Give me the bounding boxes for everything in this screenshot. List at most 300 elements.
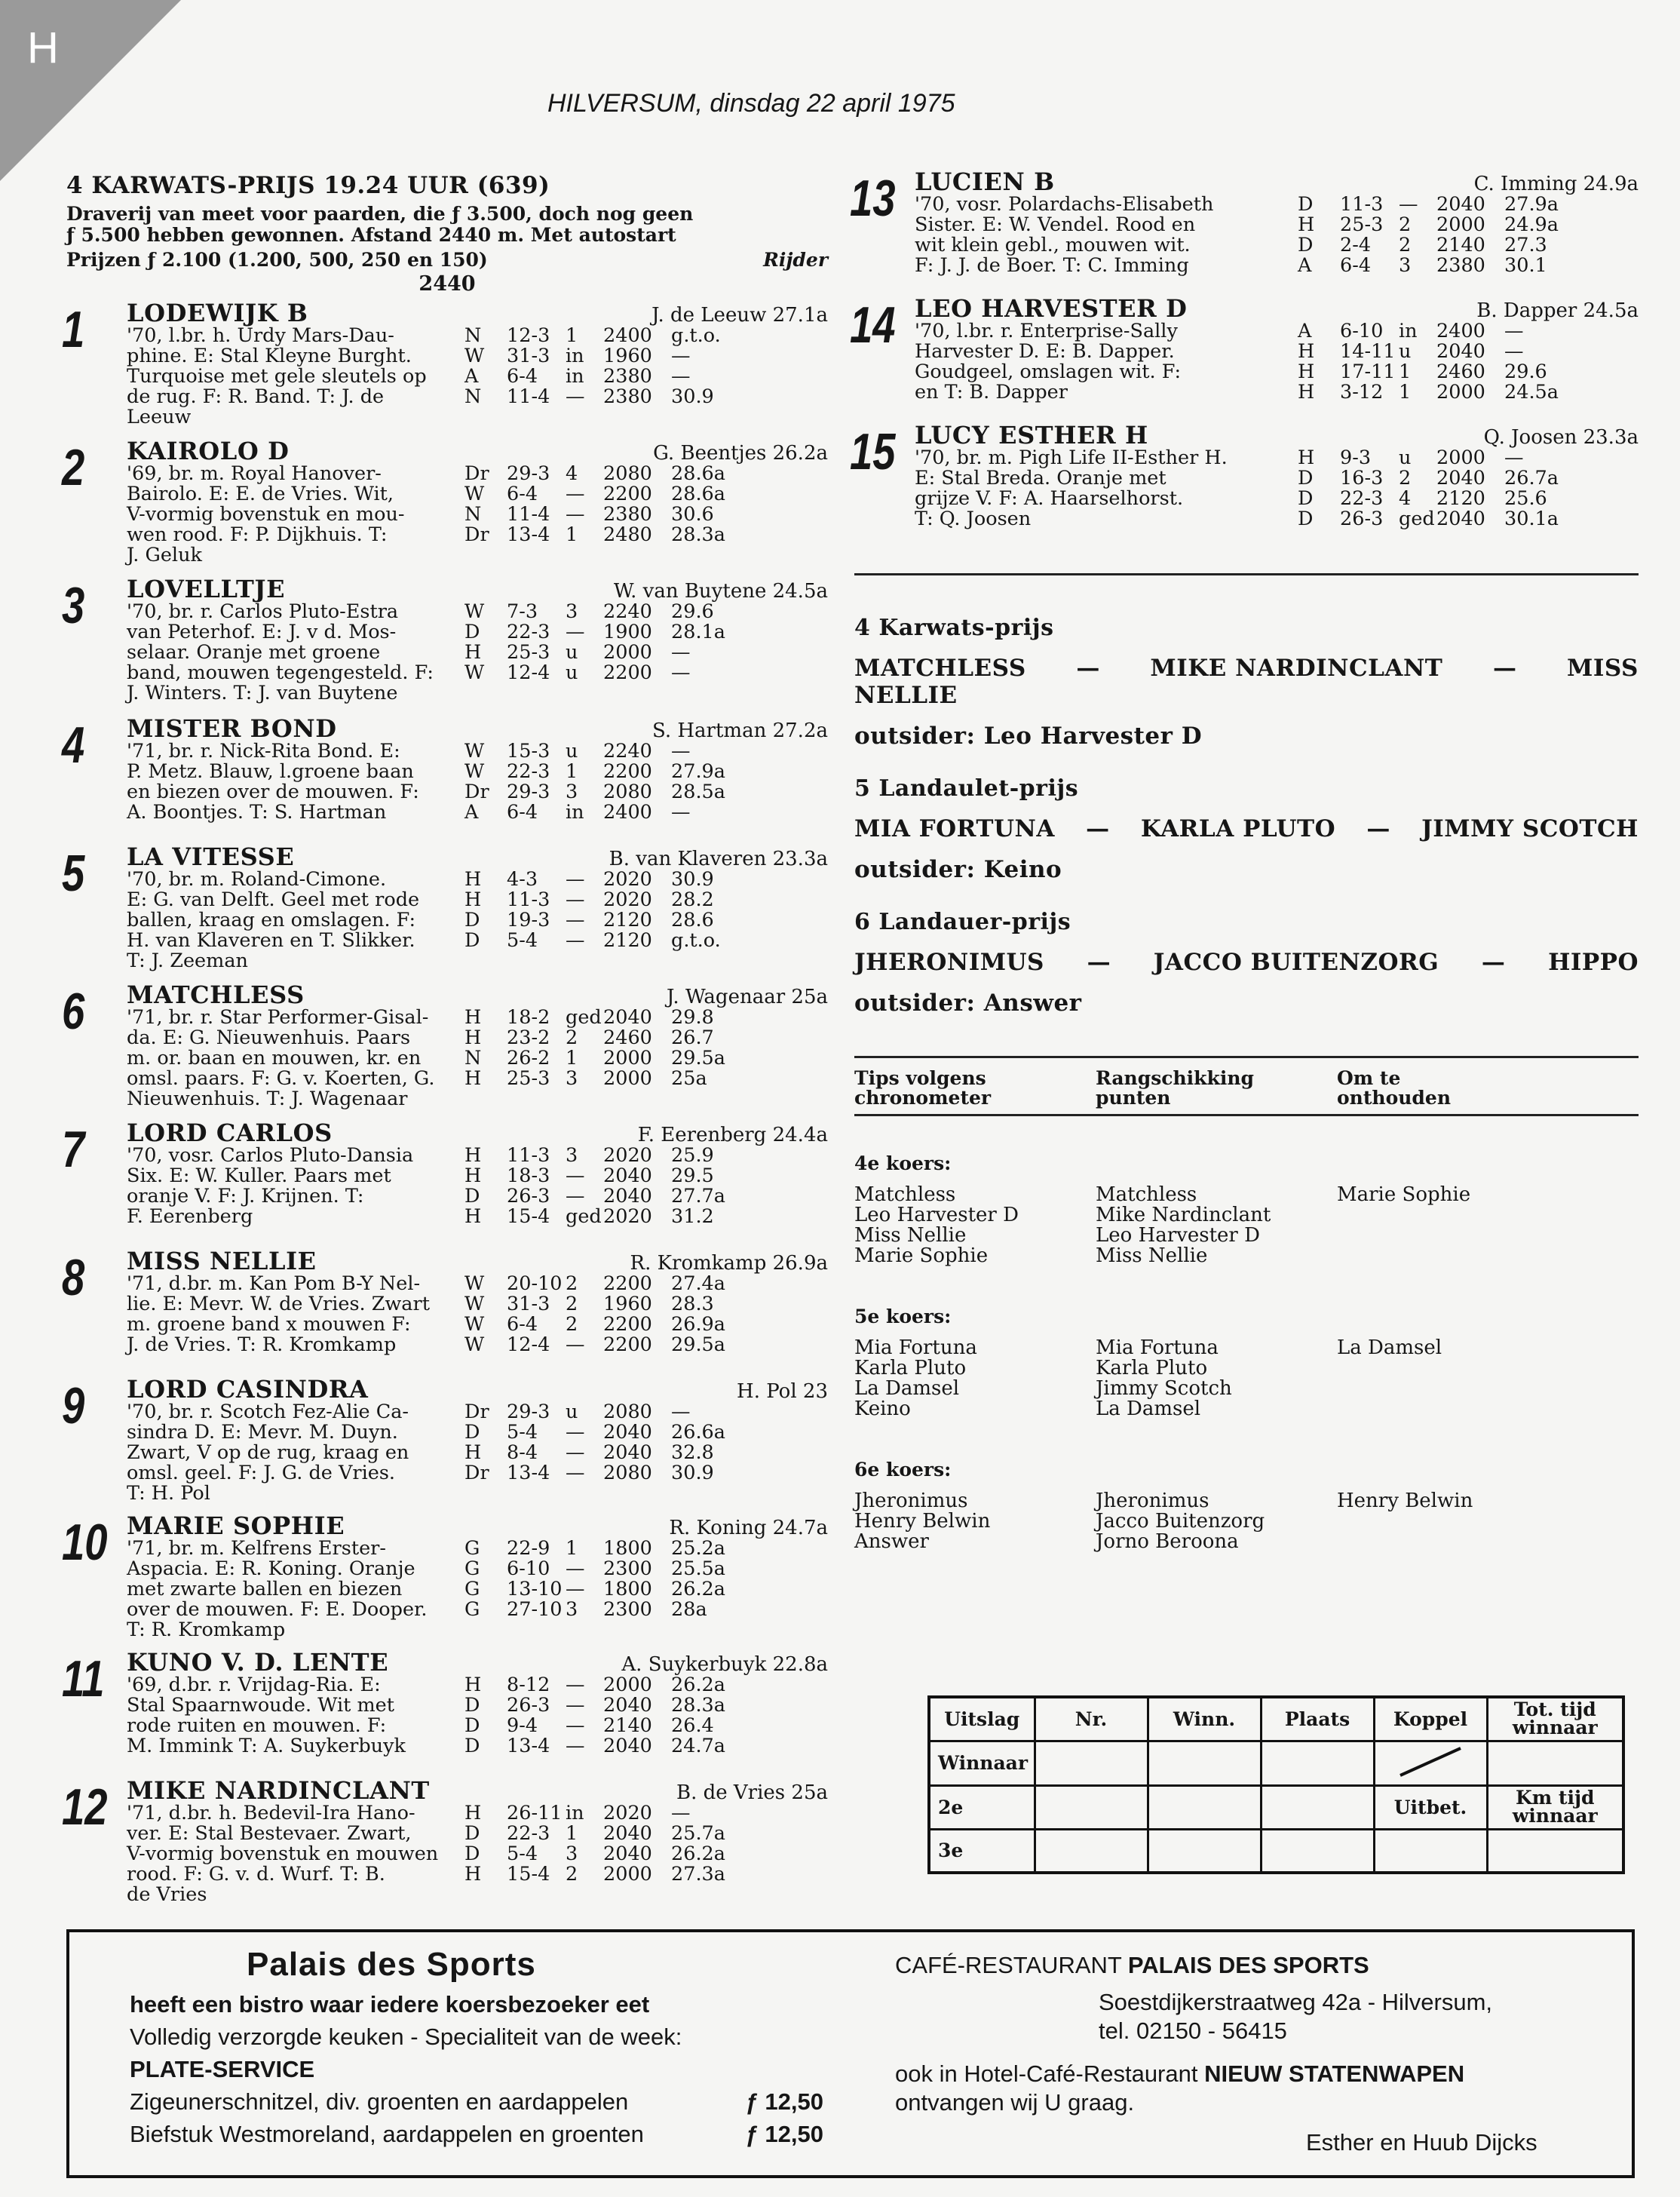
tip-main-cont: NELLIE: [854, 682, 958, 709]
desc-line: H. van Klaveren en T. Slikker.: [127, 929, 415, 952]
horse-name: LUCIEN B: [915, 167, 1055, 196]
race-cell: —: [1399, 193, 1418, 216]
name-row: [127, 299, 828, 326]
name-row: [127, 980, 828, 1008]
tip-list-item: Henry Belwin: [1337, 1490, 1473, 1512]
race-cell: 1: [566, 760, 578, 783]
race-row: [1298, 342, 1639, 362]
horse-entry: [62, 1511, 828, 1641]
race-cell: N: [464, 1047, 482, 1069]
tip-list-item: Jorno Beroona: [1096, 1530, 1239, 1553]
horse-name: LOVELLTJE: [127, 575, 286, 603]
race-cell: 28a: [671, 1598, 707, 1621]
race-cell: 13-10: [507, 1578, 563, 1600]
race-cell: —: [566, 1333, 585, 1356]
race-cell: 25-3: [507, 1067, 550, 1090]
race-cell: 2240: [603, 740, 652, 763]
entry-number: 14: [850, 296, 896, 354]
race-cell: 19-3: [507, 909, 550, 931]
desc-line: '70, br. m. Roland-Cimone.: [127, 868, 387, 891]
race-row: [464, 326, 828, 346]
desc-line: '71, br. r. Nick-Rita Bond. E:: [127, 740, 400, 763]
horse-name: KUNO V. D. LENTE: [127, 1648, 389, 1677]
desc-line: '70, br. r. Carlos Pluto-Estra: [127, 600, 399, 623]
tip-list-item: Jacco Buitenzorg: [1096, 1510, 1265, 1533]
race-cell: 13-4: [507, 1462, 550, 1484]
race-cell: 6-4: [507, 801, 538, 824]
race-cell: 25.7a: [671, 1822, 725, 1845]
race-cell: A: [1298, 254, 1312, 277]
race-cell: ged: [566, 1205, 602, 1228]
race-cell: D: [464, 1694, 480, 1717]
race-cell: 2040: [1436, 340, 1485, 363]
race-row: [464, 505, 828, 525]
race-cell: H: [464, 888, 482, 911]
race-cell: W: [464, 1313, 485, 1336]
race-cell: 6-10: [1340, 320, 1384, 342]
horse-entry: [62, 1118, 828, 1228]
race-cell: 25.5a: [671, 1557, 725, 1580]
race-row: [464, 1186, 828, 1207]
tip-list-item: Karla Pluto: [1096, 1357, 1208, 1379]
race-cell: 4: [566, 462, 578, 485]
tip-list-item: Marie Sophie: [854, 1244, 989, 1267]
race-row: [464, 484, 828, 505]
tip-list-item: Mia Fortuna: [1096, 1336, 1219, 1359]
race-cell: H: [464, 1802, 482, 1824]
driver-record: B. van Klaveren 23.3a: [609, 848, 828, 870]
horse-description: [127, 1008, 458, 1109]
race-cell: —: [1504, 320, 1524, 342]
desc-line: wit klein gebl., mouwen wit.: [915, 234, 1191, 256]
advertisement: [66, 1929, 1635, 2178]
race-cell: 6-4: [507, 1313, 538, 1336]
entry-number: 5: [62, 845, 85, 902]
race-cell: 3: [566, 1843, 578, 1865]
race-cell: H: [1298, 361, 1315, 383]
race-cell: 2040: [603, 1006, 652, 1029]
entry-number: 12: [62, 1778, 108, 1836]
race-cell: 25.6: [1504, 487, 1547, 510]
rider-label: Rijder: [763, 249, 828, 271]
race-cell: 2400: [603, 801, 652, 824]
race-cell: —: [566, 1185, 585, 1207]
horse-name: MISTER BOND: [127, 714, 337, 743]
race-cell: H: [464, 1144, 482, 1167]
name-row: [127, 575, 828, 602]
desc-line: band, mouwen tegengesteld. F:: [127, 661, 434, 684]
race-cell: 11-3: [507, 888, 550, 911]
race-cell: 1900: [603, 621, 652, 643]
race-cell: A: [464, 801, 479, 824]
race-cell: 2: [1399, 234, 1412, 256]
desc-line: F: J. J. de Boer. T: C. Imming: [915, 254, 1189, 277]
desc-line: en biezen over de mouwen. F:: [127, 781, 419, 803]
name-row: [127, 842, 828, 870]
race-row: [464, 802, 828, 823]
race-cell: 16-3: [1340, 467, 1384, 489]
race-cell: u: [566, 740, 578, 763]
race-cell: 3: [1399, 254, 1412, 277]
race-cell: 32.8: [671, 1441, 714, 1464]
cell-third: 3e: [929, 1829, 1035, 1873]
race-cell: 26.6a: [671, 1421, 725, 1444]
tip-list-column: [1096, 1338, 1337, 1419]
tip-horse: KARLA PLUTO: [1140, 815, 1336, 842]
race-cell: 30.9: [671, 1462, 714, 1484]
race-cell: N: [464, 503, 482, 526]
ad-line: heeft een bistro waar iedere koersbezoeker eet: [130, 1991, 650, 2017]
race-cell: 2000: [603, 1067, 652, 1090]
race-cell: 2: [1399, 467, 1412, 489]
tip-horse: MIA FORTUNA: [854, 815, 1055, 842]
name-row: [127, 1375, 828, 1402]
ad-line: tel. 02150 - 56415: [1099, 2017, 1287, 2044]
race-cell: 22-9: [507, 1537, 550, 1560]
ad-left: [130, 1932, 884, 2150]
ad-line: Volledig verzorgde keuken - Specialiteit van de week:: [130, 2024, 682, 2050]
race-cell: 2040: [1436, 467, 1485, 489]
race-row: [464, 782, 828, 802]
koppel-slash-cell: [1374, 1741, 1487, 1785]
race-cell: 15-3: [507, 740, 550, 763]
race-cell: 2040: [603, 1822, 652, 1845]
entry-number: 6: [62, 983, 85, 1040]
race-cell: 7-3: [507, 600, 538, 623]
horse-description: [915, 448, 1292, 529]
race-cell: 31-3: [507, 1293, 550, 1315]
race-cell: —: [671, 641, 691, 664]
horse-description: [127, 870, 458, 971]
horse-name: LA VITESSE: [127, 842, 295, 871]
desc-line: da. E: G. Nieuwenhuis. Paars: [127, 1026, 411, 1049]
horse-entry: [62, 714, 828, 824]
race-cell: G: [464, 1537, 480, 1560]
entry-body: [127, 1008, 828, 1109]
entry-body: [915, 195, 1639, 276]
divider: [854, 1114, 1639, 1116]
tip-horse: —: [1366, 815, 1390, 842]
race-description: [66, 204, 828, 246]
race-cell: D: [464, 929, 480, 952]
race-cell: 2040: [603, 1421, 652, 1444]
race-cell: 2200: [603, 483, 652, 505]
horse-entry: [62, 299, 828, 428]
race-cell: 2: [566, 1313, 578, 1336]
heading-line: Rangschikking: [1096, 1067, 1254, 1089]
race-cell: 2080: [603, 1401, 652, 1423]
race-cell: D: [464, 621, 480, 643]
race-cell: 26.4: [671, 1714, 714, 1737]
desc-line: '70, l.br. h. Urdy Mars-Dau-: [127, 324, 394, 347]
race-cell: H: [1298, 340, 1315, 363]
cell-empty: [1261, 1741, 1374, 1785]
race-cell: W: [464, 1293, 485, 1315]
race-cell: 17-11: [1340, 361, 1396, 383]
tip-horse: —: [1087, 949, 1111, 976]
race-cell: 24.5a: [1504, 381, 1559, 403]
race-row: [1298, 195, 1639, 215]
race-cell: 2460: [603, 1026, 652, 1049]
race-cell: 1800: [603, 1537, 652, 1560]
desc-line: T: R. Kromkamp: [127, 1619, 286, 1641]
race-cell: —: [566, 1714, 585, 1737]
race-row: [1298, 509, 1639, 529]
entry-body: [127, 1803, 828, 1905]
entry-body: [127, 870, 828, 971]
cell-empty: [1148, 1741, 1261, 1785]
entry-number: 9: [62, 1377, 85, 1434]
race-cell: 3: [566, 781, 578, 803]
race-cell: 3: [566, 1067, 578, 1090]
tot-label: Tot. tijd: [1513, 1698, 1596, 1721]
race-cell: H: [464, 1441, 482, 1464]
desc-line: en T: B. Dapper: [915, 381, 1068, 403]
race-row: [464, 1315, 828, 1335]
race-cell: 1960: [603, 345, 652, 367]
race-cell: 26.7a: [1504, 467, 1559, 489]
race-cell: H: [464, 868, 482, 891]
race-cell: 27.9a: [1504, 193, 1559, 216]
race-cell: g.t.o.: [671, 324, 721, 347]
race-cell: W: [464, 483, 485, 505]
tip-block: [854, 775, 1639, 883]
distance: 2440: [418, 272, 476, 296]
entry-body: [127, 1146, 828, 1227]
desc-line: de rug. F: R. Band. T: J. de: [127, 385, 385, 408]
race-cell: 28.1a: [671, 621, 725, 643]
race-cell: 2080: [603, 462, 652, 485]
entry-number: 11: [62, 1650, 105, 1708]
race-cell: 5-4: [507, 929, 538, 952]
cell-empty: [1487, 1829, 1623, 1873]
tip-list-column: [1337, 1338, 1593, 1419]
race-cell: H: [464, 641, 482, 664]
name-row: [915, 294, 1639, 321]
desc-line: m. or. baan en mouwen, kr. en: [127, 1047, 422, 1069]
race-row: [464, 741, 828, 762]
ad-line: Esther en Huub Dijcks: [1306, 2129, 1537, 2156]
tip-list-item: La Damsel: [854, 1377, 960, 1400]
heading-line: punten: [1096, 1087, 1171, 1109]
race-cell: in: [566, 365, 584, 388]
past-races: [458, 1274, 828, 1355]
race-cell: 28.3: [671, 1293, 714, 1315]
desc-line: '70, br. r. Scotch Fez-Alie Ca-: [127, 1401, 409, 1423]
horse-description: [127, 1675, 458, 1757]
race-cell: 30.1: [1504, 254, 1547, 277]
past-races: [458, 741, 828, 823]
desc-line: Stal Spaarnwoude. Wit met: [127, 1694, 395, 1717]
race-row: [464, 1443, 828, 1463]
race-cell: 2: [566, 1272, 578, 1295]
desc-line: J. Winters. T: J. van Buytene: [127, 682, 398, 704]
driver-record: Q. Joosen 23.3a: [1483, 426, 1639, 449]
driver-record: H. Pol 23: [737, 1380, 828, 1403]
horse-description: [127, 1539, 458, 1640]
race-cell: W: [464, 1272, 485, 1295]
name-row: [127, 1247, 828, 1274]
desc-line: '71, br. m. Kelfrens Erster-: [127, 1537, 386, 1560]
name-row: [127, 1511, 828, 1539]
past-races: [458, 1675, 828, 1757]
desc-line: '71, d.br. m. Kan Pom B-Y Nel-: [127, 1272, 421, 1295]
cell-second: 2e: [929, 1785, 1035, 1829]
horse-entry: [62, 1375, 828, 1505]
race-cell: 22-3: [507, 1822, 550, 1845]
name-row: [127, 437, 828, 464]
race-cell: G: [464, 1557, 480, 1580]
race-row: [464, 1803, 828, 1824]
race-cell: H: [1298, 213, 1315, 236]
race-row: [1298, 382, 1639, 403]
desc-line: grijze V. F: A. Haarselhorst.: [915, 487, 1184, 510]
race-cell: 12-4: [507, 1333, 550, 1356]
race-cell: 8-4: [507, 1441, 538, 1464]
horse-name: LEO HARVESTER D: [915, 294, 1188, 323]
desc-line: E: Stal Breda. Oranje met: [915, 467, 1166, 489]
desc-line: Zwart, V op de rug, kraag en: [127, 1441, 409, 1464]
race-row: [1298, 468, 1639, 489]
race-row: [464, 1675, 828, 1695]
tip-horse: MATCHLESS: [854, 655, 1026, 682]
horse-description: [915, 321, 1292, 403]
race-cell: 29-3: [507, 462, 550, 485]
tip-main: [854, 655, 1639, 682]
race-cell: 2200: [603, 1272, 652, 1295]
race-cell: —: [1504, 340, 1524, 363]
desc-line: '70, vosr. Polardachs-Elisabeth: [915, 193, 1214, 216]
race-title: 4 KARWATS-PRIJS 19.24 UUR (639): [66, 172, 550, 199]
tip-list-item: Miss Nellie: [1096, 1244, 1208, 1267]
desc-line: V-vormig bovenstuk en mouwen: [127, 1843, 439, 1865]
race-row: [464, 1274, 828, 1294]
tip-race-label: 4e koers:: [854, 1152, 952, 1174]
horse-name: LUCY ESTHER H: [915, 421, 1148, 450]
desc-line: '69, br. m. Royal Hanover-: [127, 462, 382, 485]
tip-list-item: La Damsel: [1096, 1398, 1201, 1420]
race-row: [464, 1695, 828, 1716]
tip-race-label: 6e koers:: [854, 1459, 952, 1481]
race-cell: 2000: [603, 1863, 652, 1886]
race-cell: 2300: [603, 1598, 652, 1621]
tip-list-item: Jheronimus: [854, 1490, 968, 1512]
name-row: [127, 1118, 828, 1146]
race-cell: 26.2a: [671, 1674, 725, 1696]
race-cell: D: [1298, 467, 1314, 489]
race-cell: —: [566, 1164, 585, 1187]
tip-horse: MIKE NARDINCLANT: [1150, 655, 1443, 682]
race-cell: 3: [566, 600, 578, 623]
race-cell: A: [464, 365, 479, 388]
race-row: [464, 622, 828, 643]
race-cell: 12-4: [507, 661, 550, 684]
tip-list-item: La Damsel: [1337, 1336, 1442, 1359]
race-cell: 28.6a: [671, 483, 725, 505]
race-cell: in: [566, 801, 584, 824]
race-row: [464, 870, 828, 890]
race-row: [464, 1402, 828, 1422]
cell-empty: [1261, 1829, 1374, 1873]
race-desc-line: Draverij van meet voor paarden, die ƒ 3.500, doch nog geen: [66, 203, 694, 225]
tip-race-label: 5e koers:: [854, 1306, 952, 1327]
race-cell: 11-4: [507, 385, 550, 408]
tip-title: 6 Landauer-prijs: [854, 909, 1071, 935]
race-cell: 2040: [603, 1843, 652, 1865]
race-row: [464, 346, 828, 367]
tip-list-column: [1337, 1491, 1593, 1552]
race-cell: D: [1298, 508, 1314, 530]
driver-record: R. Kromkamp 26.9a: [630, 1252, 828, 1275]
race-cell: —: [566, 1735, 585, 1757]
race-cell: W: [464, 345, 485, 367]
tip-list-item: Matchless: [1096, 1183, 1197, 1206]
race-cell: 2: [566, 1863, 578, 1886]
race-cell: 26.2a: [671, 1843, 725, 1865]
entry-number: 8: [62, 1249, 85, 1306]
race-cell: 6-10: [507, 1557, 550, 1580]
tip-lists: [854, 1185, 1639, 1266]
race-row: [1298, 448, 1639, 468]
entries-right: [850, 167, 1639, 530]
tip-horse: JACCO BUITENZORG: [1153, 949, 1439, 976]
tip-horse: —: [1076, 655, 1100, 682]
race-row: [464, 1146, 828, 1166]
tip-list-item: Mike Nardinclant: [1096, 1204, 1271, 1226]
horse-name: MIKE NARDINCLANT: [127, 1776, 430, 1805]
race-cell: D: [464, 1421, 480, 1444]
tip-list-item: Leo Harvester D: [854, 1204, 1019, 1226]
race-cell: 2000: [603, 641, 652, 664]
race-cell: u: [566, 1401, 578, 1423]
tot-label: winnaar: [1512, 1717, 1598, 1739]
tip-list-item: Jimmy Scotch: [1096, 1377, 1232, 1400]
race-cell: g.t.o.: [671, 929, 721, 952]
desc-line: T: Q. Joosen: [915, 508, 1032, 530]
race-cell: 1: [1399, 361, 1412, 383]
race-cell: —: [566, 621, 585, 643]
race-cell: ged: [566, 1006, 602, 1029]
race-row: [464, 1335, 828, 1355]
tip-table-heading: [1337, 1069, 1593, 1108]
race-cell: D: [464, 1185, 480, 1207]
race-cell: —: [671, 1401, 691, 1423]
race-cell: D: [1298, 487, 1314, 510]
driver-record: A. Suykerbuyk 22.8a: [621, 1653, 828, 1676]
entry-body: [127, 1675, 828, 1757]
race-cell: 26-2: [507, 1047, 550, 1069]
race-cell: 2020: [603, 868, 652, 891]
desc-line: Six. E: W. Kuller. Paars met: [127, 1164, 391, 1187]
race-cell: 6-4: [507, 365, 538, 388]
race-cell: —: [566, 909, 585, 931]
race-cell: —: [566, 929, 585, 952]
desc-line: T: H. Pol: [127, 1482, 210, 1505]
tip-block: [854, 615, 1639, 750]
race-row: [1298, 489, 1639, 509]
desc-line: omsl. paars. F: G. v. Koerten, G.: [127, 1067, 435, 1090]
past-races: [1292, 448, 1639, 529]
race-desc-line: ƒ 5.500 hebben gewonnen. Afstand 2440 m. Met autostart: [66, 224, 676, 246]
race-cell: 26-3: [1340, 508, 1384, 530]
tip-horse: —: [1481, 949, 1506, 976]
race-cell: 25-3: [1340, 213, 1384, 236]
horse-entry: [62, 1247, 828, 1356]
cell-tot-tijd: [1487, 1697, 1623, 1741]
race-row: [1298, 321, 1639, 342]
race-cell: H: [464, 1067, 482, 1090]
race-cell: 30.6: [671, 503, 714, 526]
